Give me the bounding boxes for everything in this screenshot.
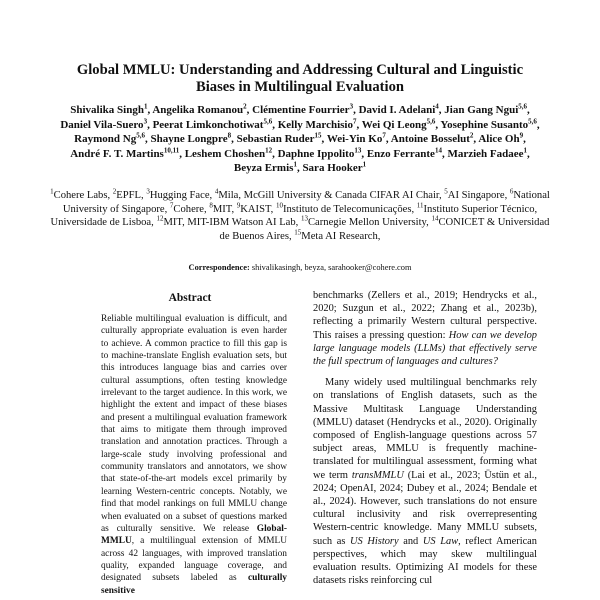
affiliation-text: MIT, MIT-IBM Watson AI Lab, — [163, 217, 301, 229]
author-entry — [359, 104, 445, 116]
author-entry — [327, 133, 391, 145]
author-affiliation-mark: 1 — [362, 160, 367, 169]
intro-term-transmmlu: transMMLU — [351, 469, 404, 481]
author-entry — [447, 148, 529, 160]
author-name: Leshem Choshen — [184, 147, 266, 160]
author-name: Shayne Longpre — [150, 133, 228, 146]
author-affiliation-mark: 12 — [265, 146, 273, 155]
author-affiliation-mark: 5,6 — [528, 116, 537, 125]
affiliation-entry — [112, 187, 147, 201]
affiliation-number: 3 — [146, 187, 150, 196]
author-name: Enzo Ferrante — [366, 147, 435, 160]
affiliation-text: National University of Singapore, — [62, 190, 550, 215]
author-entry — [70, 148, 184, 160]
author-name: Peerat Limkonchotiwat — [152, 118, 264, 131]
affiliation-entry — [236, 201, 276, 215]
author-separator: , — [441, 147, 448, 160]
author-name: Kelly Marchisio — [277, 118, 353, 131]
author-affiliation-mark: 8 — [227, 131, 232, 140]
affiliation-text: KAIST, — [240, 203, 276, 215]
author-affiliation-mark: 13 — [354, 146, 362, 155]
author-name: Marzieh Fadaee — [447, 147, 524, 160]
affiliation-list — [50, 189, 550, 243]
intro-term-us-law: US Law — [422, 535, 459, 547]
author-separator: , — [523, 133, 526, 146]
abstract-bold-global-mmlu: Global-MMLU — [101, 523, 287, 547]
author-separator: , — [527, 147, 530, 160]
author-entry — [478, 133, 526, 145]
author-entry — [74, 133, 150, 145]
affiliation-entry — [146, 187, 215, 201]
author-affiliation-mark: 1 — [143, 102, 148, 111]
author-name: David I. Adelani — [358, 104, 436, 116]
abstract-text: Reliable multilingual evaluation is difficult, and culturally appropriate evaluation is even harder to achieve. A common practice to fill this gap is to machine-translate English evaluation sets, but this introduces language bias and carries over cultural assumptions, often testing knowledge irrelevant to the target audience. In this work, we highlight the extent and impact of these biases and present a multilingual evaluation framework that aims to mitigate them through improved translation and annotation practices. Through a large-scale study involving professional and community translators and annotators, we show that state-of-the-art models excel primarily by learning Western-centric concepts. Notably, we find that model rankings on full MMLU change when evaluated on a subset of questions marked as culturally sensitive. We release — [101, 314, 287, 534]
affiliation-number: 4 — [214, 187, 219, 196]
author-separator: , — [246, 104, 253, 116]
author-entry — [391, 133, 479, 145]
affiliation-number: 10 — [275, 201, 283, 210]
author-separator: , — [473, 133, 479, 146]
author-separator: , — [385, 133, 391, 146]
abstract-body — [101, 313, 287, 597]
author-affiliation-mark: 3 — [349, 102, 354, 111]
author-separator: , — [147, 104, 153, 116]
author-entry — [185, 148, 278, 160]
author-affiliation-mark: 5,6 — [518, 102, 527, 111]
author-affiliation-mark: 1 — [523, 146, 528, 155]
author-separator: , — [527, 104, 530, 116]
author-affiliation-mark: 10,11 — [163, 146, 180, 155]
author-entry — [152, 104, 252, 116]
affiliation-text: Cohere, — [173, 203, 210, 215]
author-affiliation-mark: 2 — [469, 131, 474, 140]
affiliation-text: Cohere Labs, — [53, 190, 113, 201]
author-separator: , — [438, 104, 445, 116]
affiliation-text: MIT, — [212, 203, 237, 215]
author-entry — [278, 148, 367, 160]
author-name: Sara Hooker — [302, 162, 363, 175]
affiliation-text: Mila, McGill University & Canada CIFAR AI Chair, — [218, 190, 445, 201]
correspondence-emails: shivalikasingh, beyza, sarahooker@cohere.com — [249, 263, 412, 272]
author-separator: , — [272, 118, 278, 131]
author-name: Sebastian Ruder — [236, 133, 315, 146]
author-affiliation-mark: 3 — [143, 116, 148, 125]
author-separator: , — [144, 133, 151, 146]
affiliation-number: 13 — [300, 214, 308, 223]
affiliation-number: 6 — [509, 187, 514, 196]
author-list — [60, 103, 540, 176]
affiliation-entry — [294, 228, 381, 242]
author-affiliation-mark: 5,6 — [136, 131, 145, 140]
affiliation-text: CONICET & Universidad de Buenos Aires, — [219, 217, 550, 242]
author-separator: , — [231, 133, 237, 146]
author-name: Shivalika Singh — [70, 104, 144, 116]
author-affiliation-mark: 7 — [382, 131, 386, 140]
author-separator: , — [296, 162, 303, 175]
correspondence-label: Correspondence: — [188, 263, 250, 272]
author-entry — [237, 133, 327, 145]
affiliation-number: 9 — [236, 201, 241, 210]
author-name: Daniel Vila-Suero — [60, 118, 144, 131]
intro-text: , reflect American perspectives, which may skew multilingual evaluation results. Optimizing AI models for these datasets risks reinforcing cul — [313, 535, 537, 587]
affiliation-number: 2 — [112, 187, 117, 196]
intro-text: benchmarks (Zellers et al., 2019; Hendrycks et al., 2020; Suzgun et al., 2022; Zhang et al., 2023b), reflecting a primarily Western cultural perspective. This raises a pressing question: — [313, 290, 537, 341]
author-name: Yosephine Susanto — [440, 118, 529, 131]
author-name: Wei Qi Leong — [361, 118, 427, 131]
intro-text: (Lai et al., 2023; Üstün et al., 2024; OpenAI, 2024; Dubey et al., 2024; Bendale et al., 2024). However, such translations do not ensure cultural inclusivity and risk overrepresenting Western-centric knowledge. Many MMLU subsets, such as — [313, 469, 537, 547]
author-affiliation-mark: 14 — [434, 146, 442, 155]
author-separator: , — [147, 118, 153, 131]
affiliation-entry — [50, 187, 113, 201]
affiliation-entry — [275, 201, 417, 215]
intro-paragraph-2 — [313, 376, 537, 587]
affiliation-number: 8 — [209, 201, 213, 210]
intro-term-us-history: US History — [350, 535, 399, 547]
author-affiliation-mark: 5,6 — [263, 116, 273, 125]
affiliation-number: 5 — [444, 187, 448, 196]
author-entry — [440, 116, 540, 131]
author-name: André F. T. Martins — [70, 147, 164, 160]
affiliation-entry — [300, 214, 432, 229]
author-separator: , — [435, 118, 441, 131]
author-separator: , — [321, 133, 327, 146]
affiliation-text: Hugging Face, — [149, 190, 215, 201]
paper-title: Global MMLU: Understanding and Addressing Cultural and Linguistic Biases in Multilingual Evaluation — [76, 62, 524, 95]
affiliation-number: 7 — [169, 201, 174, 210]
author-affiliation-mark: 7 — [352, 116, 357, 125]
author-name: Daphne Ippolito — [277, 147, 355, 160]
author-name: Jian Gang Ngui — [444, 104, 519, 116]
affiliation-entry — [444, 187, 510, 201]
intro-question: How can we develop large language models (LLMs) that effectively serve the full spectrum of languages and cultures? — [313, 329, 537, 368]
correspondence-line — [50, 262, 550, 273]
intro-text: Many widely used multilingual benchmarks rely on translations of English datasets, such as the Massive Multitask Language Understanding (MMLU) dataset (Hendrycks et al., 2020). Originally composed of English-language questions across 57 subject areas, MMLU is frequently machine-translated for multilingual assessment, forming what we term — [313, 377, 537, 481]
author-affiliation-mark: 2 — [243, 102, 247, 111]
intro-text: and — [398, 535, 423, 547]
author-separator: , — [353, 104, 359, 116]
author-separator: , — [272, 147, 278, 160]
affiliation-entry — [169, 201, 210, 215]
author-name: Antoine Bosselut — [390, 133, 470, 146]
affiliation-text: Carnegie Mellon University, — [307, 217, 432, 229]
affiliation-number: 15 — [294, 228, 302, 237]
author-entry — [367, 148, 448, 160]
author-entry — [152, 116, 278, 131]
intro-column — [313, 289, 537, 587]
affiliation-entry — [209, 201, 237, 215]
author-entry — [361, 116, 441, 131]
author-separator: , — [179, 147, 185, 160]
intro-paragraph-1 — [313, 289, 537, 368]
author-name: Angelika Romanou — [152, 104, 244, 116]
affiliation-text: Meta AI Research, — [301, 230, 381, 242]
author-entry — [252, 104, 358, 116]
author-entry — [234, 162, 303, 174]
author-separator: , — [536, 118, 540, 131]
author-affiliation-mark: 15 — [314, 131, 322, 140]
affiliation-number: 14 — [431, 214, 439, 223]
author-name: Beyza Ermis — [233, 162, 294, 175]
abstract-bold-culturally-sensitive: culturally sensitive — [101, 573, 287, 596]
author-entry — [60, 116, 153, 131]
author-separator: , — [361, 147, 367, 160]
author-entry — [277, 116, 362, 131]
author-name: Clémentine Fourrier — [252, 104, 350, 116]
author-name: Raymond Ng — [74, 133, 137, 146]
abstract-heading: Abstract — [168, 292, 212, 304]
affiliation-text: Instituto Superior Técnico, Universidade de Lisboa, — [50, 203, 538, 229]
affiliation-text: Instituto de Telecomunicações, — [282, 203, 417, 215]
affiliation-number: 1 — [50, 187, 54, 196]
affiliation-text: AI Singapore, — [447, 190, 510, 201]
author-entry — [444, 104, 529, 116]
author-affiliation-mark: 9 — [519, 131, 524, 140]
affiliation-number: 12 — [156, 214, 164, 223]
author-entry — [150, 133, 236, 145]
abstract-text: , a multilingual extension of MMLU across 42 languages, with improved translation quality, expanded language coverage, and designated subsets labeled as — [101, 536, 287, 584]
affiliation-entry — [156, 214, 301, 229]
author-entry — [70, 104, 152, 116]
author-affiliation-mark: 5,6 — [426, 116, 436, 125]
affiliation-entry — [214, 187, 445, 201]
author-name: Alice Oh — [478, 133, 520, 146]
author-name: Wei-Yin Ko — [326, 133, 383, 146]
affiliation-text: EPFL, — [116, 190, 147, 201]
author-entry — [302, 162, 366, 174]
affiliation-number: 11 — [416, 201, 424, 210]
author-affiliation-mark: 4 — [435, 102, 439, 111]
author-separator: , — [356, 118, 362, 131]
author-affiliation-mark: 1 — [293, 160, 297, 169]
